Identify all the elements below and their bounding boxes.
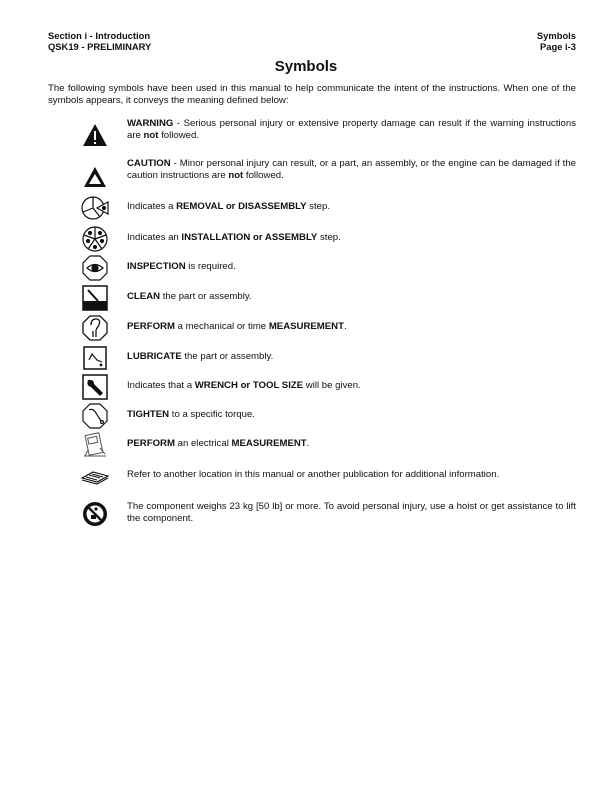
caution-label: CAUTION (127, 158, 171, 169)
symbol-text: step. (306, 201, 330, 212)
symbol-text: to a specific torque. (169, 409, 255, 420)
clean-icon (80, 283, 110, 313)
inspection-icon (80, 253, 110, 283)
warning-icon (80, 120, 110, 150)
symbol-text: - Serious personal injury or extensive property damage can result if the warning instructions are (127, 118, 576, 141)
symbol-text: an electrical (174, 438, 232, 449)
page-number: Page i-3 (540, 41, 576, 52)
symbol-text: Indicates a (127, 201, 177, 212)
measurement-icon (80, 313, 110, 343)
symbol-text: the part or assembly. (181, 351, 274, 362)
symbol-text: a mechanical or time (174, 321, 269, 332)
emphasis: CLEAN (127, 291, 161, 302)
caution-icon (80, 162, 110, 192)
symbol-text: . (306, 438, 310, 449)
electrical-meter-icon (80, 430, 110, 460)
torque-icon (80, 401, 110, 431)
intro-paragraph: The following symbols have been used in this manual to help communicate the intent of the instructions. When one of the symbols appears, it conveys the meaning defined below: (48, 83, 576, 106)
section-label: Section i - Introduction (48, 30, 151, 41)
symbol-text: The component weighs 23 kg [50 lb] or more. To avoid personal injury, use a hoist or get assistance to lift the component. (127, 501, 576, 524)
emphasis: INSTALLATION or ASSEMBLY (181, 232, 318, 243)
emphasis: REMOVAL or DISASSEMBLY (176, 201, 307, 212)
emphasis: INSPECTION (127, 261, 186, 272)
symbol-text: followed. (158, 130, 199, 141)
symbol-text: . (343, 321, 347, 332)
topic-label: Symbols (536, 30, 576, 41)
emphasis: PERFORM (127, 321, 175, 332)
document-label: QSK19 - PRELIMINARY (48, 41, 152, 52)
emphasis: PERFORM (127, 438, 175, 449)
wrench-icon (80, 372, 110, 402)
installation-icon (80, 224, 110, 254)
emphasis: WRENCH or TOOL SIZE (194, 380, 304, 391)
symbol-text: will be given. (303, 380, 361, 391)
symbol-text: step. (317, 232, 341, 243)
warning-label: WARNING (127, 118, 174, 129)
header-left (48, 30, 151, 52)
symbol-text: is required. (185, 261, 236, 272)
emphasis: TIGHTEN (127, 409, 170, 420)
symbol-text: Refer to another location in this manual or another publication for additional information. (127, 469, 500, 480)
lubricate-icon (80, 343, 110, 373)
removal-icon (80, 193, 110, 223)
emphasis: MEASUREMENT (268, 321, 344, 332)
symbol-text: followed. (243, 170, 284, 181)
book-reference-icon (80, 461, 110, 491)
emphasis: not (228, 170, 244, 181)
emphasis: not (143, 130, 159, 141)
symbol-text: - Minor personal injury can result, or a part, an assembly, or the engine can be damaged if the caution instructions are (127, 158, 576, 181)
page-title: Symbols (274, 58, 338, 75)
symbol-text: Indicates that a (127, 380, 195, 391)
emphasis: LUBRICATE (127, 351, 182, 362)
heavy-lift-icon (80, 499, 110, 529)
symbol-text: the part or assembly. (160, 291, 252, 302)
symbol-text: Indicates an (127, 232, 182, 243)
header-right (537, 30, 576, 52)
emphasis: MEASUREMENT (231, 438, 307, 449)
